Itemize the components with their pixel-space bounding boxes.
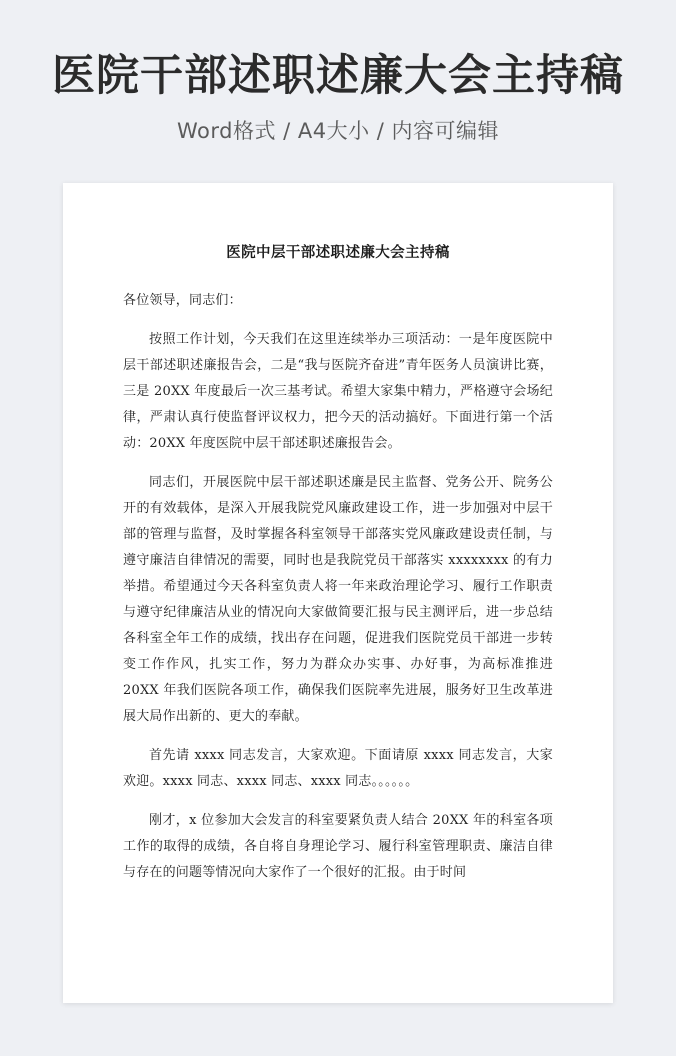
document-sheet — [63, 183, 613, 1003]
document-paragraph: 按照工作计划，今天我们在这里连续举办三项活动：一是年度医院中层干部述职述廉报告会，二是“我与医院齐奋进”青年医务人员演讲比赛，三是 20XX 年度最后一次三基考试。希望大家集中精力，严格遵守会场纪律，严肃认真行使监督评议权力，把今天的活动搞好。下面进行第一个活动：20XX 年度医院中层干部述职述廉报告会。 — [123, 332, 553, 451]
document-title: 医院中层干部述职述廉大会主持稿 — [226, 244, 450, 261]
header-banner — [0, 0, 676, 145]
document-paragraph: 刚才，x 位参加大会发言的科室要紧负责人结合 20XX 年的科室各项工作的取得的成绩，各自将自身理论学习、履行科室管理职责、廉洁自律与存在的问题等情况向大家作了一个很好的汇报。由于时间 — [123, 813, 553, 880]
page-title: 医院干部述职述廉大会主持稿 — [52, 51, 624, 101]
page-subtitle: Word格式 / A4大小 / 内容可编辑 — [176, 119, 500, 144]
document-paragraph: 各位领导，同志们： — [123, 293, 242, 308]
document-body — [63, 183, 613, 886]
document-paragraph: 首先请 xxxx 同志发言，大家欢迎。下面请原 xxxx 同志发言，大家欢迎。xxxx 同志、xxxx 同志、xxxx 同志。。。。。。 — [123, 748, 553, 789]
document-paragraph: 同志们，开展医院中层干部述职述廉是民主监督、党务公开、院务公开的有效载体，是深入开展我院党风廉政建设工作，进一步加强对中层干部的管理与监督，及时掌握各科室领导干部落实党风廉政建设责任制，与遵守廉洁自律情况的需要，同时也是我院党员干部落实 xxxxxxxx 的有力举措。希望通过今天各科室负责人将一年来政治理论学习、履行工作职责与遵守纪律廉洁从业的情况向大家做简要汇报与民主测评后，进一步总结各科室全年工作的成绩，找出存在问题，促进我们医院党员干部进一步转变工作作风，扎实工作，努力为群众办实事、办好事，为高标准推进 20XX 年我们医院各项工作，确保我们医院率先进展，服务好卫生改革进展大局作出新的、更大的奉献。 — [123, 475, 553, 724]
